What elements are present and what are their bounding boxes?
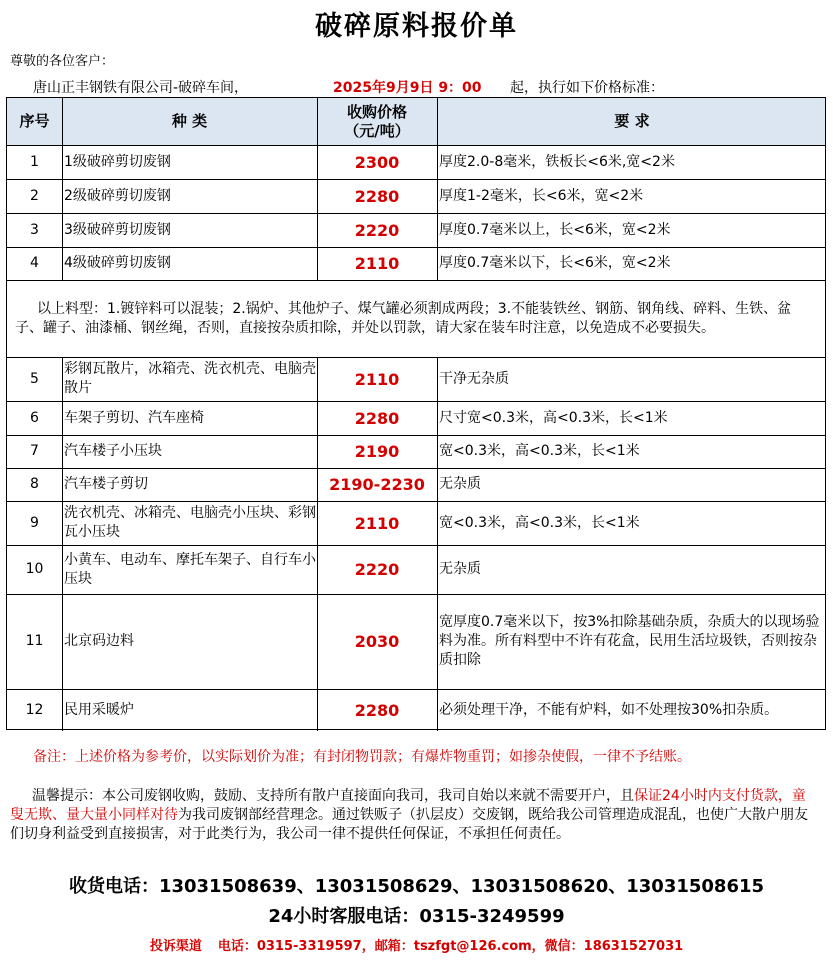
notice-row: 以上料型：1.镀锌料可以混装；2.锅炉、其他炉子、煤气罐必须割成两段；3.不能装铁丝、钢筋、钢角线、碎料、生铁、盆子、罐子、油漆桶、钢丝绳，否则，直接按杂质扣除，并处以罚款，请大家在装车时注意，以免造成不必要损失。 [15, 300, 792, 336]
row-divider [7, 179, 825, 180]
cell-no: 9 [30, 514, 39, 531]
cell-kind: 彩钢瓦散片，冰箱壳、洗衣机壳、电脑壳散片 [64, 361, 316, 396]
cell-price: 2030 [354, 632, 400, 651]
row-divider [7, 594, 825, 595]
cell-kind: 4级破碎剪切废钢 [64, 255, 171, 271]
warm-tip [10, 787, 815, 844]
cell-req: 尺寸宽<0.3米，高<0.3米，长<1米 [439, 409, 668, 426]
row-divider [7, 401, 825, 402]
cell-no: 3 [30, 221, 39, 238]
cell-req: 无杂质 [439, 476, 481, 492]
hotline: 24小时客服电话：0315-3249599 [268, 906, 565, 927]
cell-req: 厚度0.7毫米以上，长<6米，宽<2米 [439, 221, 671, 238]
column-divider [437, 357, 438, 731]
row-divider [7, 468, 825, 469]
column-divider [317, 357, 318, 731]
cell-price: 2220 [354, 560, 400, 579]
cell-price: 2300 [354, 152, 400, 172]
greeting: 尊敬的各位客户： [10, 54, 115, 69]
cell-kind: 洗衣机壳、冰箱壳、电脑壳小压块、彩钢瓦小压块 [64, 505, 316, 540]
cell-kind: 车架子剪切、汽车座椅 [64, 409, 204, 426]
row-divider [7, 435, 825, 436]
row-divider [7, 213, 825, 214]
cell-price: 2280 [354, 186, 400, 206]
tip-highlight: 保证24小时内支付货款，童叟无欺、量大量小同样对待 [10, 788, 806, 823]
header-price: 收购价格 （元/吨） [344, 102, 410, 140]
row-divider [7, 689, 825, 690]
cell-no: 10 [25, 561, 44, 577]
cell-no: 2 [30, 187, 39, 204]
cell-req: 宽<0.3米，高<0.3米，长<1米 [439, 443, 640, 459]
cell-kind: 北京码边料 [64, 633, 134, 649]
cell-req: 厚度1-2毫米，长<6米，宽<2米 [439, 187, 644, 204]
intro-tail: 起，执行如下价格标准： [510, 80, 664, 96]
cell-price: 2220 [354, 220, 400, 240]
cell-no: 4 [30, 255, 39, 271]
cell-req: 必须处理干净，不能有炉料，如不处理按30%扣杂质。 [439, 701, 779, 718]
cell-no: 5 [30, 370, 39, 387]
row-divider [7, 545, 825, 546]
tip-part1: 温馨提示：本公司废钢收购，鼓励、支持所有散户直接面向我司，我司自始以来就不需要开户，且 [32, 788, 634, 804]
row-divider [7, 357, 825, 358]
cell-req: 宽厚度0.7毫米以下，按3%扣除基础杂质，杂质大的以现场验料为准。所有料型中不许有花盒，民用生活垃圾铁，否则按杂质扣除 [439, 614, 820, 668]
cell-price: 2110 [354, 369, 400, 389]
cell-kind: 汽车楼子小压块 [64, 443, 162, 459]
row-divider [7, 501, 825, 502]
receiving-phones: 收货电话：13031508639、13031508629、13031508620、13031508615 [68, 876, 765, 897]
header-no: 序号 [19, 112, 50, 130]
cell-req: 干净无杂质 [439, 370, 509, 387]
cell-no: 7 [30, 443, 39, 459]
cell-kind: 3级破碎剪切废钢 [64, 221, 171, 238]
column-divider [62, 98, 63, 280]
column-divider [62, 357, 63, 731]
cell-price: 2280 [354, 700, 400, 720]
remark: 备注：上述价格为参考价，以实际划价为准；有封闭物罚款；有爆炸物重罚；如掺杂使假，一律不予结账。 [33, 749, 691, 765]
cell-req: 厚度0.7毫米以下，长<6米，宽<2米 [439, 255, 671, 271]
cell-price: 2280 [354, 408, 400, 428]
page-title: 破碎原料报价单 [315, 11, 518, 42]
cell-no: 12 [25, 701, 44, 718]
header-kind: 种 类 [171, 112, 208, 130]
cell-price: 2110 [354, 513, 400, 533]
cell-price: 2110 [354, 254, 400, 273]
cell-no: 11 [25, 633, 44, 649]
header-req: 要 求 [614, 112, 650, 130]
complaint-channel [0, 935, 833, 954]
cell-price: 2190-2230 [329, 475, 425, 494]
cell-kind: 汽车楼子剪切 [64, 476, 148, 492]
column-divider [437, 98, 438, 280]
column-divider [317, 98, 318, 280]
cell-kind: 小黄车、电动车、摩托车架子、自行车小压块 [64, 551, 316, 587]
complaint-label: 投诉渠道 [149, 939, 202, 954]
cell-no: 8 [30, 476, 39, 492]
cell-req: 无杂质 [439, 561, 481, 577]
cell-no: 6 [30, 409, 39, 426]
cell-kind: 1级破碎剪切废钢 [64, 153, 171, 170]
complaint-detail: 电话：0315-3319597，邮箱：tszfgt@126.com，微信：18631527031 [217, 939, 684, 954]
cell-price: 2190 [354, 442, 400, 461]
cell-req: 宽<0.3米，高<0.3米，长<1米 [439, 514, 640, 531]
cell-kind: 民用采暖炉 [64, 701, 134, 718]
row-divider [7, 247, 825, 248]
row-divider [7, 145, 825, 146]
row-divider [7, 280, 825, 281]
intro-company: 唐山正丰钢铁有限公司-破碎车间， [33, 80, 249, 96]
intro-date: 2025年9月9日 9：00 [333, 80, 482, 96]
cell-no: 1 [30, 153, 39, 170]
cell-kind: 2级破碎剪切废钢 [64, 187, 171, 204]
cell-req: 厚度2.0-8毫米，铁板长<6米,宽<2米 [439, 153, 675, 170]
price-table [6, 97, 826, 730]
tip-part2: 为我司废钢部经营理念。通过铁贩子（扒层皮）交废钢，既给我公司管理造成混乱，也使广大散户朋友们切身利益受到直接损害，对于此类行为，我公司一律不提供任何保证，不承担任何责任。 [10, 807, 808, 842]
